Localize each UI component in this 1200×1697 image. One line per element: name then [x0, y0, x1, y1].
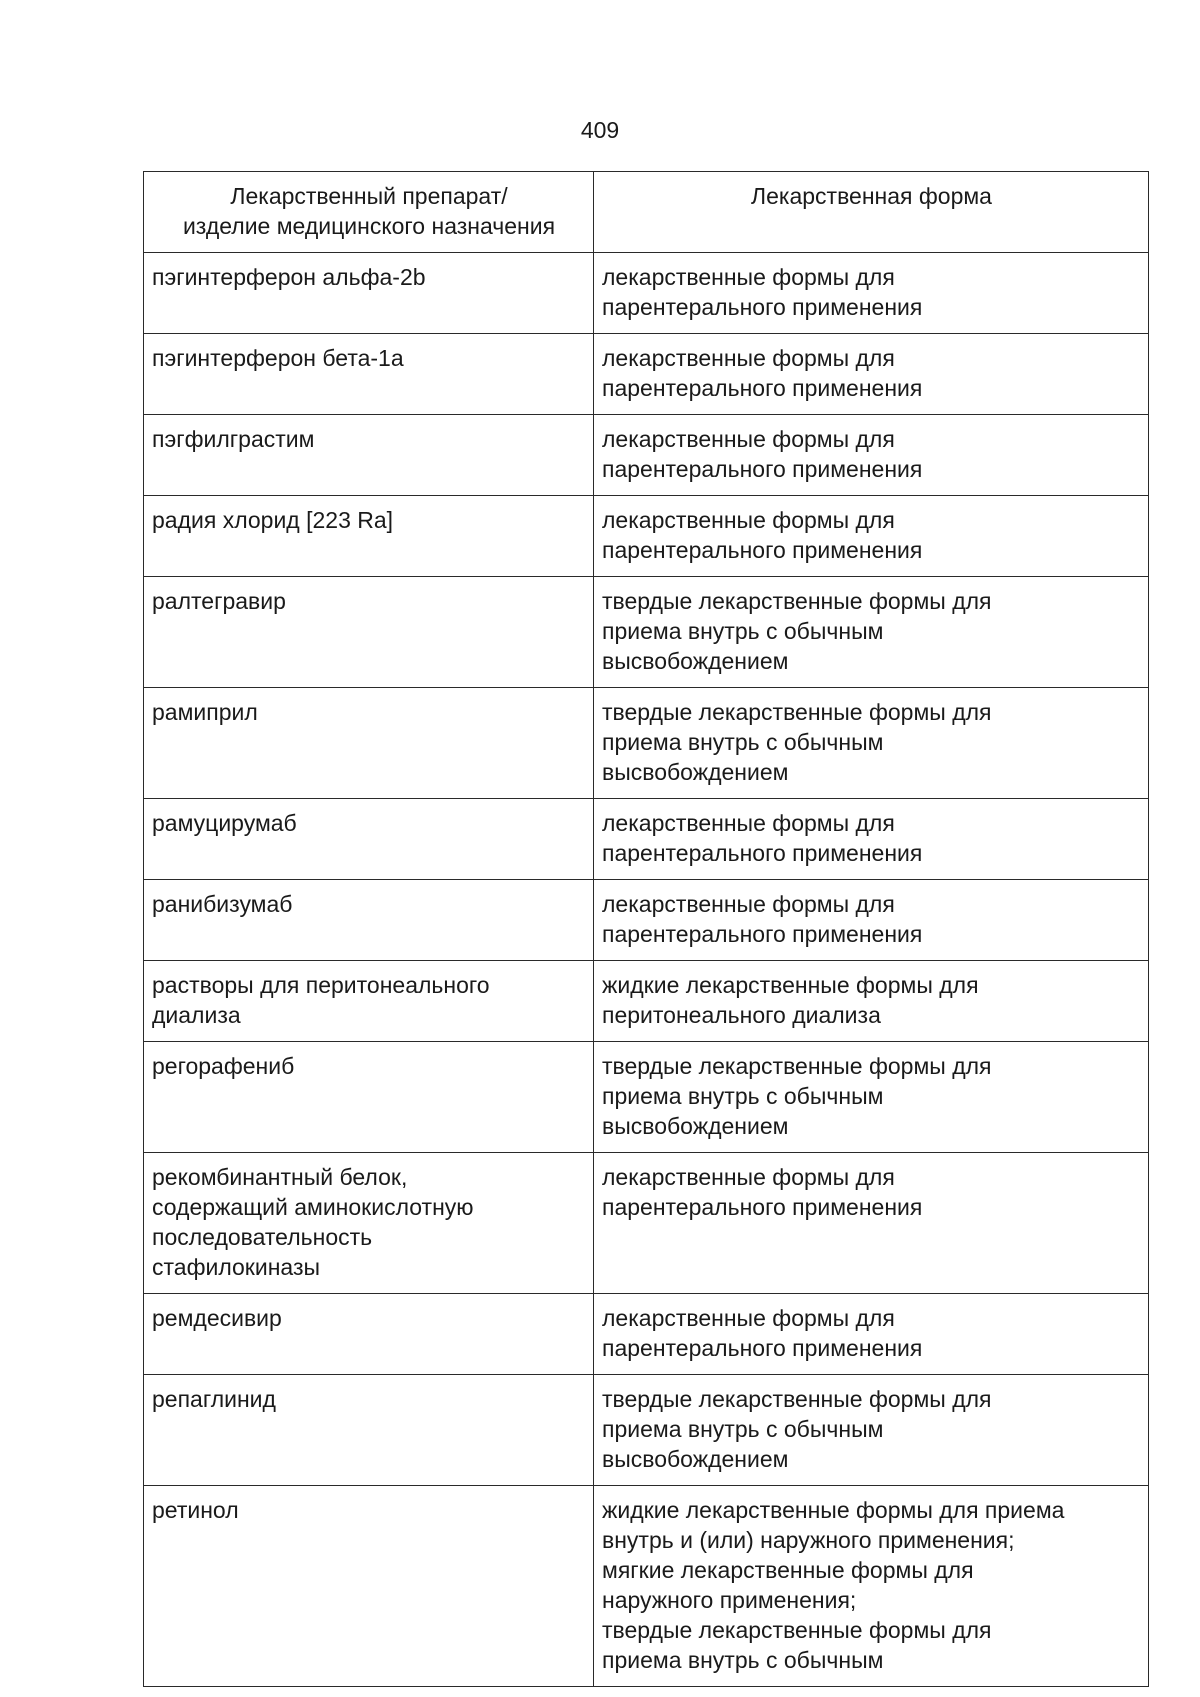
form-cell: жидкие лекарственные формы для приема внутрь и (или) наружного применения; мягкие лекарственные формы для наружного применения; твердые лекарственные формы для приема внутрь с обычным: [594, 1486, 1149, 1687]
form-cell: лекарственные формы для парентерального применения: [594, 415, 1149, 496]
form-cell: лекарственные формы для парентерального применения: [594, 1153, 1149, 1294]
form-cell: лекарственные формы для парентерального применения: [594, 496, 1149, 577]
drug-cell: ранибизумаб: [144, 880, 594, 961]
table-header-row: [144, 172, 1149, 253]
drug-cell: пэгфилграстим: [144, 415, 594, 496]
drug-cell: ралтегравир: [144, 577, 594, 688]
drug-cell: ремдесивир: [144, 1294, 594, 1375]
form-cell: твердые лекарственные формы для приема внутрь с обычным высвобождением: [594, 1375, 1149, 1486]
form-cell: твердые лекарственные формы для приема внутрь с обычным высвобождением: [594, 688, 1149, 799]
table-row: [144, 1153, 1149, 1294]
drug-cell: ретинол: [144, 1486, 594, 1687]
table-row: [144, 253, 1149, 334]
table-row: [144, 334, 1149, 415]
table-row: [144, 1486, 1149, 1687]
drug-cell: радия хлорид [223 Ra]: [144, 496, 594, 577]
table-row: [144, 1042, 1149, 1153]
drug-cell: регорафениб: [144, 1042, 594, 1153]
table-row: [144, 496, 1149, 577]
table-row: [144, 1294, 1149, 1375]
form-cell: лекарственные формы для парентерального применения: [594, 1294, 1149, 1375]
drug-cell: репаглинид: [144, 1375, 594, 1486]
page-number: 409: [580, 117, 620, 143]
header-drug: Лекарственный препарат/ изделие медицинского назначения: [144, 172, 594, 253]
form-cell: лекарственные формы для парентерального применения: [594, 799, 1149, 880]
form-cell: твердые лекарственные формы для приема внутрь с обычным высвобождением: [594, 577, 1149, 688]
table-row: [144, 415, 1149, 496]
drug-cell: рамуцирумаб: [144, 799, 594, 880]
drug-table: [143, 171, 1149, 1687]
drug-cell: рекомбинантный белок, содержащий аминокислотную последовательность стафилокиназы: [144, 1153, 594, 1294]
table-row: [144, 799, 1149, 880]
table-row: [144, 1375, 1149, 1486]
table-row: [144, 577, 1149, 688]
drug-cell: пэгинтерферон бета-1a: [144, 334, 594, 415]
drug-cell: рамиприл: [144, 688, 594, 799]
form-cell: лекарственные формы для парентерального применения: [594, 334, 1149, 415]
form-cell: лекарственные формы для парентерального применения: [594, 880, 1149, 961]
header-form: Лекарственная форма: [594, 172, 1149, 253]
table-row: [144, 688, 1149, 799]
form-cell: жидкие лекарственные формы для перитонеального диализа: [594, 961, 1149, 1042]
form-cell: твердые лекарственные формы для приема внутрь с обычным высвобождением: [594, 1042, 1149, 1153]
drug-cell: пэгинтерферон альфа-2b: [144, 253, 594, 334]
drug-cell: растворы для перитонеального диализа: [144, 961, 594, 1042]
table-row: [144, 961, 1149, 1042]
form-cell: лекарственные формы для парентерального применения: [594, 253, 1149, 334]
table-row: [144, 880, 1149, 961]
